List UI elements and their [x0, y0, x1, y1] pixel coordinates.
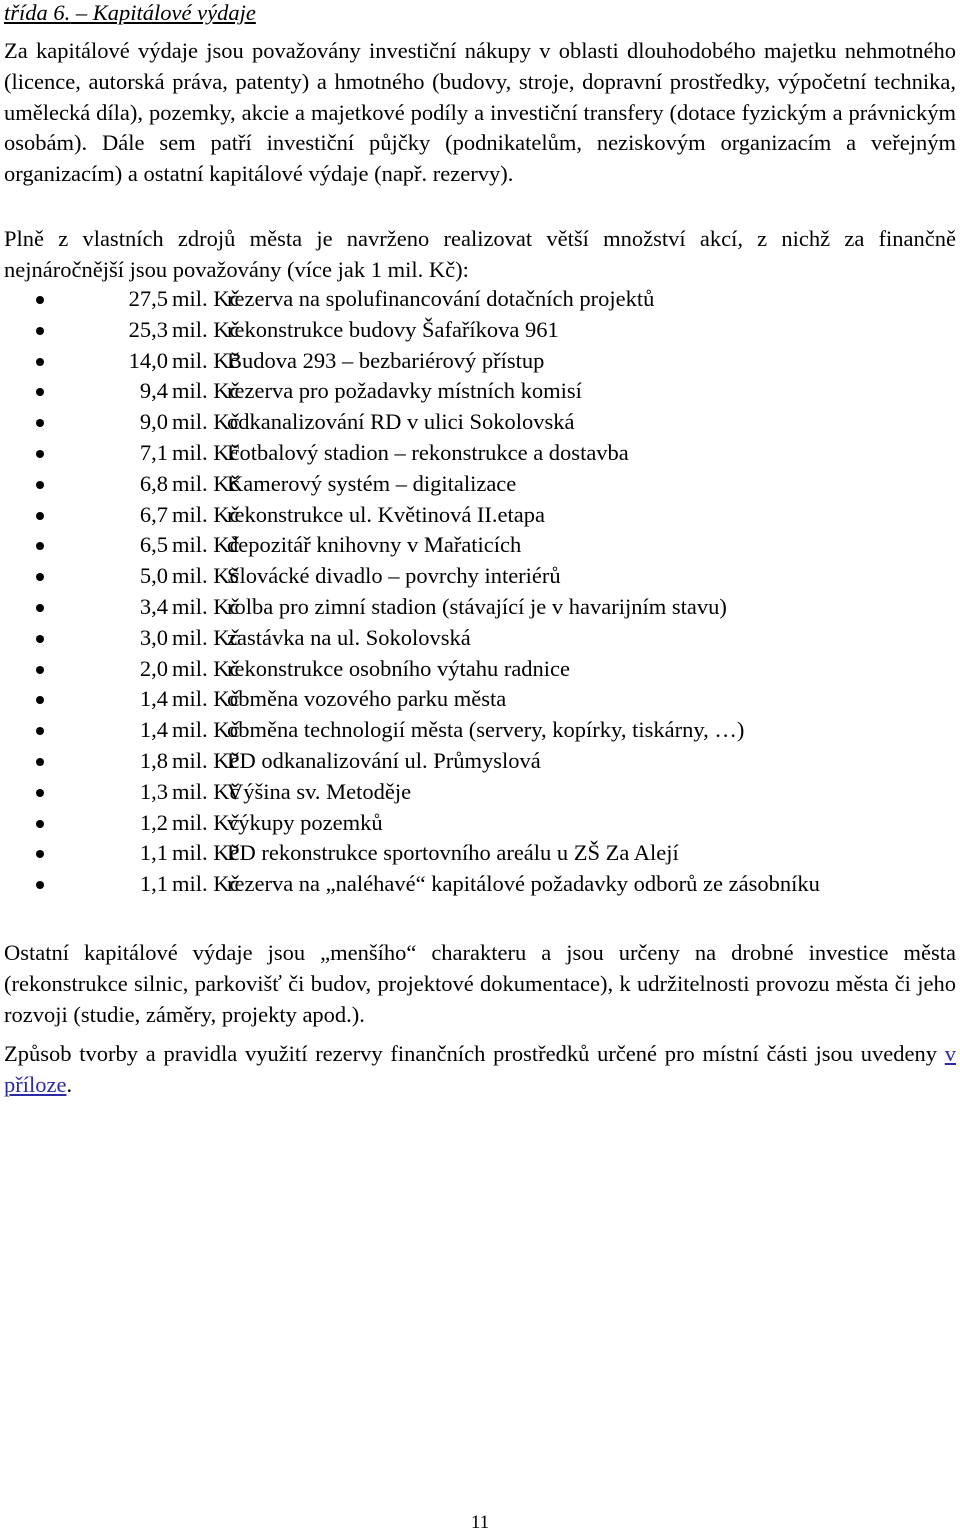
appendix-link[interactable]: v příloze	[4, 1041, 956, 1097]
item-description: rezerva na spolufinancování dotačních projektů	[227, 286, 655, 311]
item-unit: mil. Kč	[172, 809, 240, 835]
item-amount: 9,4	[139, 378, 168, 404]
paragraph-other-expenses: Ostatní kapitálové výdaje jsou „menšího“ charakteru a jsou určeny na drobné investice města (rekonstrukce silnic, parkovišť či budov, projektové dokumentace), k udržitelnosti provozu města či jeho rozvoji (studie, záměry, projekty apod.).	[4, 940, 956, 1027]
reserve-rules-end: .	[66, 1071, 73, 1097]
item-unit: mil. Kč	[172, 593, 240, 619]
item-description: výkupy pozemků	[227, 809, 383, 835]
item-unit: mil. Kč	[172, 501, 240, 527]
bullet-dot-icon	[36, 419, 44, 427]
heading-title: – Kapitálové výdaje	[70, 0, 256, 25]
bullet-dot-icon	[36, 820, 44, 828]
item-unit: mil. Kč	[172, 686, 240, 712]
bullet-dot-icon	[36, 512, 44, 520]
bullet-dot-icon	[36, 635, 44, 643]
item-amount: 6,5	[139, 532, 168, 558]
bullet-dot-icon	[36, 327, 44, 335]
bullet-dot-icon	[36, 850, 44, 858]
item-description: Výšina sv. Metoděje	[227, 778, 412, 804]
item-amount: 1,1	[139, 840, 168, 866]
item-unit: mil. Kč	[172, 439, 240, 465]
item-amount: 1,3	[139, 778, 168, 804]
item-unit: mil. Kč	[172, 378, 240, 404]
item-unit: mil. Kč	[172, 286, 240, 311]
item-description: Kamerový systém – digitalizace	[227, 470, 517, 496]
item-amount: 3,4	[139, 593, 168, 619]
item-amount: 25,3	[128, 316, 168, 342]
item-description: Budova 293 – bezbariérový přístup	[227, 347, 545, 373]
item-amount: 14,0	[128, 347, 168, 373]
paragraph-definition: Za kapitálové výdaje jsou považovány investiční nákupy v oblasti dlouhodobého majetku nehmotného (licence, autorská práva, patenty) a hmotného (budovy, stroje, dopravní prostředky, výpočetní technika, umělecká díla), pozemky, akcie a majetkové podíly a investiční transfery (dotace fyzickým a právnickým osobám). Dále sem patří investiční půjčky (podnikatelům, neziskovým organizacím a veřejným organizacím) a ostatní kapitálové výdaje (např. rezervy).	[4, 38, 956, 187]
item-amount: 1,8	[139, 747, 168, 773]
item-unit: mil. Kč	[172, 624, 240, 650]
bullet-dot-icon	[36, 573, 44, 581]
item-unit: mil. Kč	[172, 563, 240, 589]
item-unit: mil. Kč	[172, 778, 240, 804]
item-description: rekonstrukce budovy Šafaříkova 961	[227, 316, 559, 342]
item-description: obměna technologií města (servery, kopírky, tiskárny, …)	[227, 717, 745, 743]
item-amount: 27,5	[128, 286, 168, 311]
item-description: zastávka na ul. Sokolovská	[227, 624, 471, 650]
item-description: PD rekonstrukce sportovního areálu u ZŠ Za Alejí	[227, 840, 679, 866]
bullet-dot-icon	[36, 296, 44, 304]
item-description: Slovácké divadlo – povrchy interiérů	[227, 563, 561, 589]
item-unit: mil. Kč	[172, 655, 240, 681]
item-amount: 7,1	[139, 439, 168, 465]
item-unit: mil. Kč	[172, 316, 240, 342]
item-amount: 6,7	[139, 501, 168, 527]
bullet-dot-icon	[36, 727, 44, 735]
item-description: odkanalizování RD v ulici Sokolovská	[227, 409, 575, 435]
bullet-dot-icon	[36, 758, 44, 766]
bullet-dot-icon	[36, 696, 44, 704]
item-unit: mil. Kč	[172, 717, 240, 743]
item-description: rezerva na „naléhavé“ kapitálové požadavky odborů ze zásobníku	[227, 871, 820, 897]
item-unit: mil. Kč	[172, 747, 240, 773]
item-amount: 5,0	[139, 563, 168, 589]
item-unit: mil. Kč	[172, 840, 240, 866]
paragraph-own-resources: Plně z vlastních zdrojů města je navrženo realizovat větší množství akcí, z nichž za finančně nejnáročnější jsou považovány (více jak 1 mil. Kč):	[4, 226, 956, 282]
paragraph-reserve-rules	[4, 1039, 956, 1101]
item-unit: mil. Kč	[172, 409, 240, 435]
bullet-dot-icon	[36, 604, 44, 612]
item-description: Fotbalový stadion – rekonstrukce a dostavba	[227, 439, 629, 465]
bullet-dot-icon	[36, 450, 44, 458]
item-description: rolba pro zimní stadion (stávající je v havarijním stavu)	[227, 593, 727, 619]
item-amount: 6,8	[139, 470, 168, 496]
item-amount: 1,2	[139, 809, 168, 835]
item-unit: mil. Kč	[172, 532, 240, 558]
bullet-dot-icon	[36, 542, 44, 550]
item-unit: mil. Kč	[172, 347, 240, 373]
item-amount: 1,4	[139, 686, 168, 712]
item-amount: 9,0	[139, 409, 168, 435]
item-description: rezerva pro požadavky místních komisí	[227, 378, 582, 404]
item-amount: 3,0	[139, 624, 168, 650]
bullet-dot-icon	[36, 358, 44, 366]
section-heading	[4, 0, 256, 26]
bullet-dot-icon	[36, 789, 44, 797]
heading-class-label: třída 6.	[4, 0, 71, 25]
bullet-dot-icon	[36, 481, 44, 489]
item-description: rekonstrukce osobního výtahu radnice	[227, 655, 571, 681]
item-description: obměna vozového parku města	[227, 686, 507, 712]
item-unit: mil. Kč	[172, 871, 240, 897]
bullet-dot-icon	[36, 666, 44, 674]
item-description: depozitář knihovny v Mařaticích	[227, 532, 522, 558]
page-number: 11	[470, 1512, 490, 1533]
item-description: PD odkanalizování ul. Průmyslová	[227, 747, 541, 773]
bullet-dot-icon	[36, 388, 44, 396]
bullet-dot-icon	[36, 881, 44, 889]
item-amount: 1,4	[139, 717, 168, 743]
item-amount: 2,0	[139, 655, 168, 681]
item-description: rekonstrukce ul. Květinová II.etapa	[227, 501, 545, 527]
item-unit: mil. Kč	[172, 470, 240, 496]
reserve-rules-text: Způsob tvorby a pravidla využití rezervy finančních prostředků určené pro místní části jsou uvedeny	[4, 1041, 945, 1066]
item-amount: 1,1	[139, 871, 168, 897]
